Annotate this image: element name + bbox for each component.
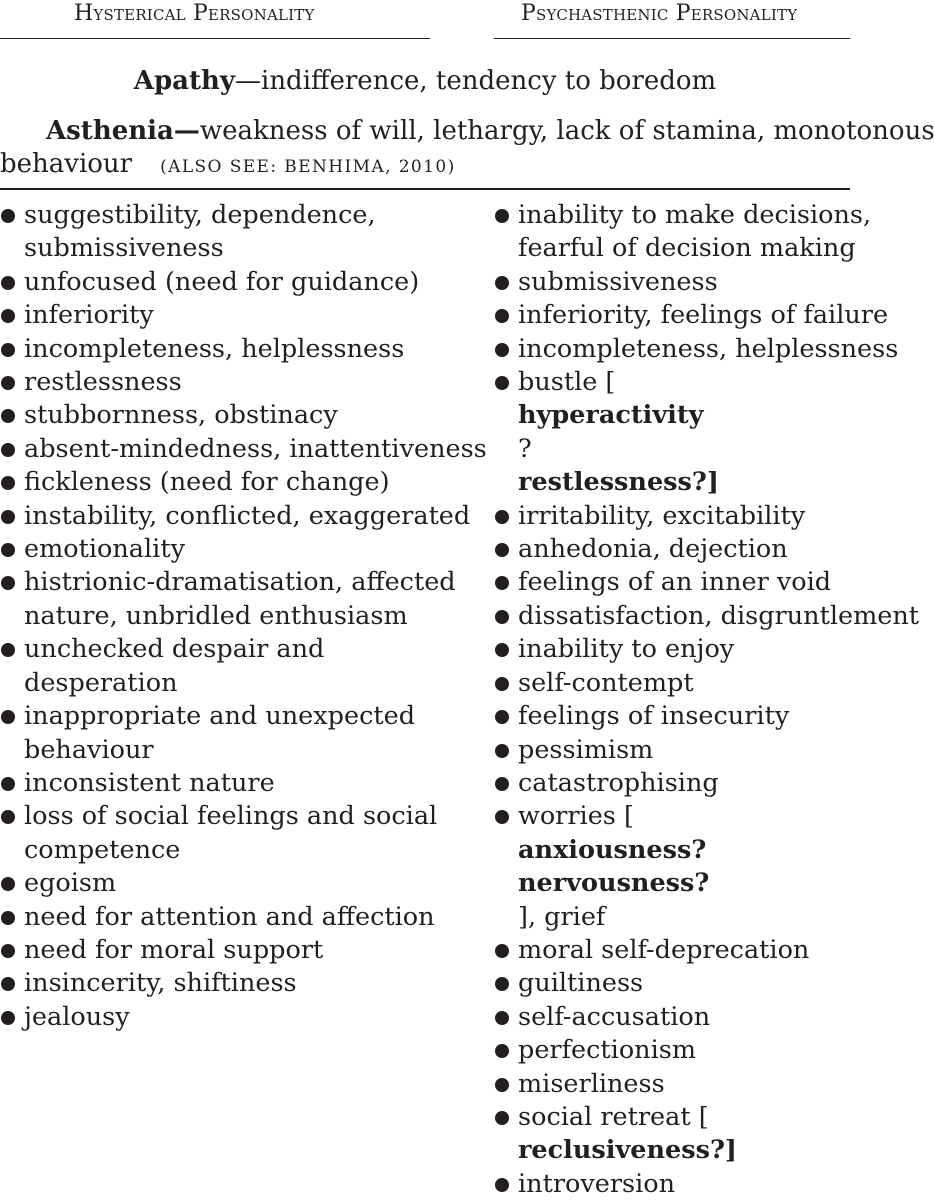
list-item: moral self-deprecation [494,934,850,967]
list-item: bustle [ hyperactivity ? restlessness?] [494,366,850,500]
list-item: catastrophising [494,767,850,800]
list-item: restlessness [0,366,470,399]
list-item: miserliness [494,1068,850,1101]
apathy-definition [0,64,850,98]
list-item: loss of social feelings and social competence [0,800,470,867]
asthenia-term: Asthenia— [46,116,200,146]
list-item: feelings of an inner void [494,566,850,599]
hysterical-traits-list [0,199,487,1034]
list-item: emotionality [0,533,470,566]
column-header-psychasthenic-label: Psychasthenic Personality [521,1,798,26]
list-item: incompleteness, helplessness [0,333,470,366]
list-item: inability to make decisions, fearful of decision making [494,199,850,266]
list-item: need for attention and affection [0,901,470,934]
list-item: fickleness (need for change) [0,466,470,499]
column-header-hysterical-label: Hysterical Personality [74,1,315,26]
list-item: worries [ anxiousness? nervousness? ], grief [494,800,850,934]
list-item: stubbornness, obstinacy [0,399,470,432]
list-item: guiltiness [494,967,850,1000]
list-item: dissatisfaction, disgruntlement [494,600,850,633]
column-header-psychasthenic [494,0,850,39]
list-item: jealousy [0,1001,470,1034]
table-rule [0,188,850,190]
list-item: absent-mindedness, inattentiveness [0,433,470,466]
see-also-reference: (ALSO SEE: BENHIMA, 2010) [160,157,456,177]
list-item: inappropriate and unexpected behaviour [0,700,470,767]
asthenia-text-2: behaviour [0,149,133,179]
list-item: inferiority [0,299,470,332]
apathy-text: —indifference, tendency to boredom [235,66,717,96]
list-item: incompleteness, helplessness [494,333,850,366]
list-item: egoism [0,867,470,900]
list-item: feelings of insecurity [494,700,850,733]
list-item: unchecked despair and desperation [0,633,470,700]
list-item: introversion [494,1168,850,1201]
list-item: unfocused (need for guidance) [0,266,470,299]
psychasthenic-traits-list [494,199,920,1201]
list-item: social retreat [ reclusiveness?] [494,1101,850,1168]
list-item: need for moral support [0,934,470,967]
asthenia-line-2 [0,148,850,184]
list-item: self-contempt [494,667,850,700]
list-item: self-accusation [494,1001,850,1034]
apathy-term: Apathy [133,66,235,96]
list-item: suggestibility, dependence, submissiveness [0,199,470,266]
list-item: irritability, excitability [494,500,850,533]
list-item: inability to enjoy [494,633,850,666]
list-item: anhedonia, dejection [494,533,850,566]
list-item: histrionic-dramatisation, affected nature, unbridled enthusiasm [0,566,470,633]
list-item: insincerity, shiftiness [0,967,470,1000]
list-item: instability, conflicted, exaggerated [0,500,470,533]
list-item: inconsistent nature [0,767,470,800]
list-item: submissiveness [494,266,850,299]
asthenia-line-1 [0,115,935,148]
column-header-hysterical [0,0,430,39]
list-item: inferiority, feelings of failure [494,299,850,332]
list-item: pessimism [494,734,850,767]
asthenia-text-1: weakness of will, lethargy, lack of stamina, monotonous [199,116,935,146]
list-item: perfectionism [494,1034,850,1067]
asthenia-definition [0,115,935,184]
